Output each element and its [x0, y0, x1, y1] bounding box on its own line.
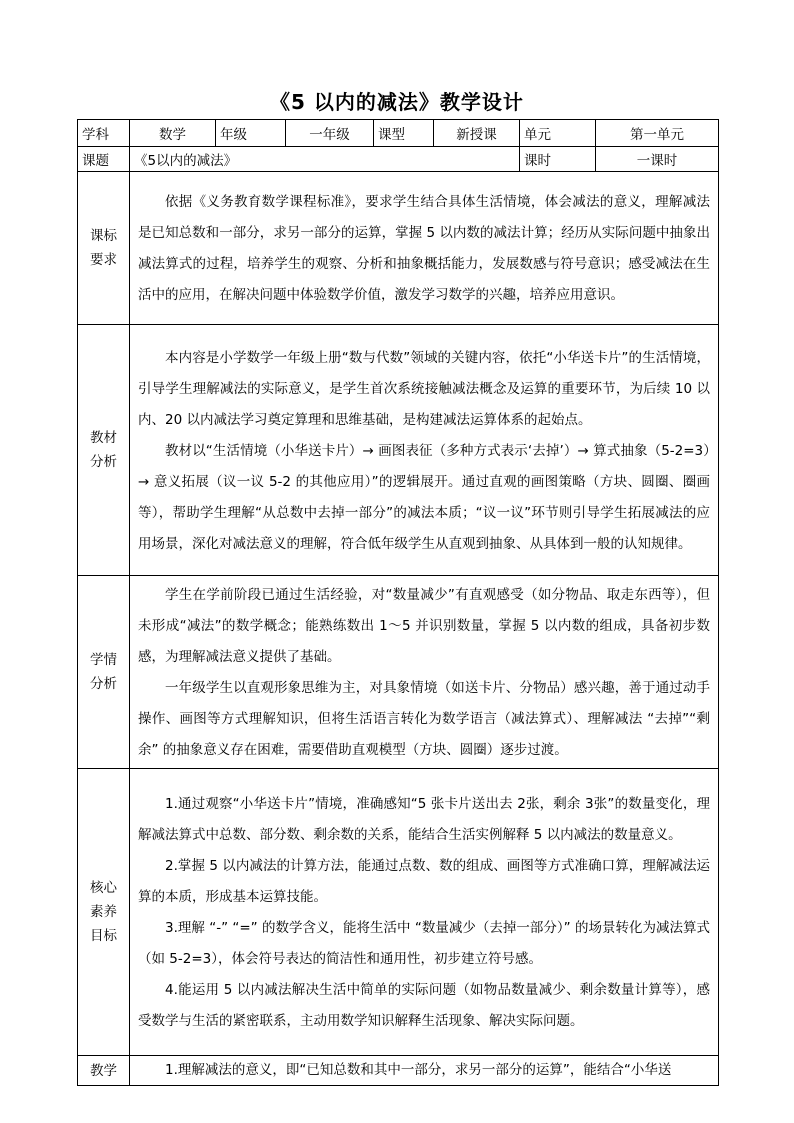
section-body: [130, 172, 719, 325]
section-label: 教学: [78, 1056, 130, 1086]
section-body: [130, 576, 719, 769]
section-learners: [78, 576, 719, 769]
grade-value: 一年级: [286, 120, 374, 147]
subject-label: 学科: [78, 120, 130, 147]
paragraph: 4.能运用 5 以内减法解决生活中简单的实际问题（如物品数量减少、剩余数量计算等），感受数学与生活的紧密联系，主动用数学知识解释生活现象、解决实际问题。: [138, 982, 710, 1029]
topic-row: [78, 147, 719, 172]
subject-value: 数学: [130, 120, 216, 147]
paragraph: 教材以“生活情境（小华送卡片）→ 画图表征（多种方式表示‘去掉’）→ 算式抽象（5-2=3）→ 意义拓展（议一议 5-2 的其他应用）”的逻辑展开。通过直观的画图策略（方块、圆圈、圈画等），帮助学生理解“从总数中去掉一部分”的减法本质；“议一议”环节则引导学生拓展减法的应用场景，深化对减法意义的理解，符合低年级学生从直观到抽象、从具体到一般的认知规律。: [138, 442, 710, 552]
unit-label: 单元: [520, 120, 596, 147]
hours-value: 一课时: [596, 147, 719, 172]
section-body: [130, 1056, 719, 1086]
paragraph: 1.通过观察“小华送卡片”情境，准确感知“5 张卡片送出去 2张，剩余 3张”的数量变化，理解减法算式中总数、部分数、剩余数的关系，能结合生活实例解释 5 以内减法的数量意义。: [138, 796, 710, 843]
section-label: 核心 素养 目标: [78, 769, 130, 1056]
section-core-goals: [78, 769, 719, 1056]
type-value: 新授课: [434, 120, 520, 147]
header-row: [78, 120, 719, 147]
section-textbook: [78, 325, 719, 576]
paragraph: 1.理解减法的意义，即“已知总数和其中一部分，求另一部分的运算”，能结合“小华送: [165, 1062, 672, 1078]
paragraph: 依据《义务教育数学课程标准》，要求学生结合具体生活情境，体会减法的意义，理解减法是已知总数和一部分，求另一部分的运算，掌握 5 以内数的减法计算；经历从实际问题中抽象出减法算式的过程，培养学生的观察、分析和抽象概括能力，发展数感与符号意识；感受减法在生活中的应用，在解决问题中体验数学价值，激发学习数学的兴趣，培养应用意识。: [138, 194, 710, 303]
section-label: 教材 分析: [78, 325, 130, 576]
section-standards: [78, 172, 719, 325]
section-label: 学情 分析: [78, 576, 130, 769]
paragraph: 3.理解 “-” “=” 的数学含义，能将生活中 “数量减少（去掉一部分）” 的场景转化为减法算式（如 5-2=3），体会符号表达的简洁性和通用性，初步建立符号感。: [138, 920, 710, 967]
paragraph: 本内容是小学数学一年级上册“数与代数”领域的关键内容，依托“小华送卡片”的生活情境，引导学生理解减法的实际意义，是学生首次系统接触减法概念及运算的重要环节，为后续 10 以内、20 以内减法学习奠定算理和思维基础，是构建减法运算体系的起始点。: [138, 349, 710, 428]
paragraph: 2.掌握 5 以内减法的计算方法，能通过点数、数的组成、画图等方式准确口算，理解减法运算的本质，形成基本运算技能。: [138, 858, 710, 905]
unit-value: 第一单元: [596, 120, 719, 147]
hours-label: 课时: [520, 147, 596, 172]
section-body: [130, 325, 719, 576]
grade-label: 年级: [216, 120, 286, 147]
lesson-plan-table: [77, 119, 719, 1086]
section-teaching: [78, 1056, 719, 1086]
topic-label: 课题: [78, 147, 130, 172]
section-label: 课标 要求: [78, 172, 130, 325]
page-title: 《5 以内的减法》教学设计: [270, 90, 524, 114]
topic-value: 《5以内的减法》: [130, 147, 520, 172]
type-label: 课型: [374, 120, 434, 147]
paragraph: 一年级学生以直观形象思维为主，对具象情境（如送卡片、分物品）感兴趣，善于通过动手操作、画图等方式理解知识，但将生活语言转化为数学语言（减法算式）、理解减法 “去掉”“剩余” 的抽象意义存在困难，需要借助直观模型（方块、圆圈）逐步过渡。: [138, 680, 710, 758]
section-body: [130, 769, 719, 1056]
paragraph: 学生在学前阶段已通过生活经验，对“数量减少”有直观感受（如分物品、取走东西等），但未形成“减法”的数学概念；能熟练数出 1～5 并识别数量，掌握 5 以内数的组成，具备初步数感，为理解减法意义提供了基础。: [138, 587, 710, 665]
